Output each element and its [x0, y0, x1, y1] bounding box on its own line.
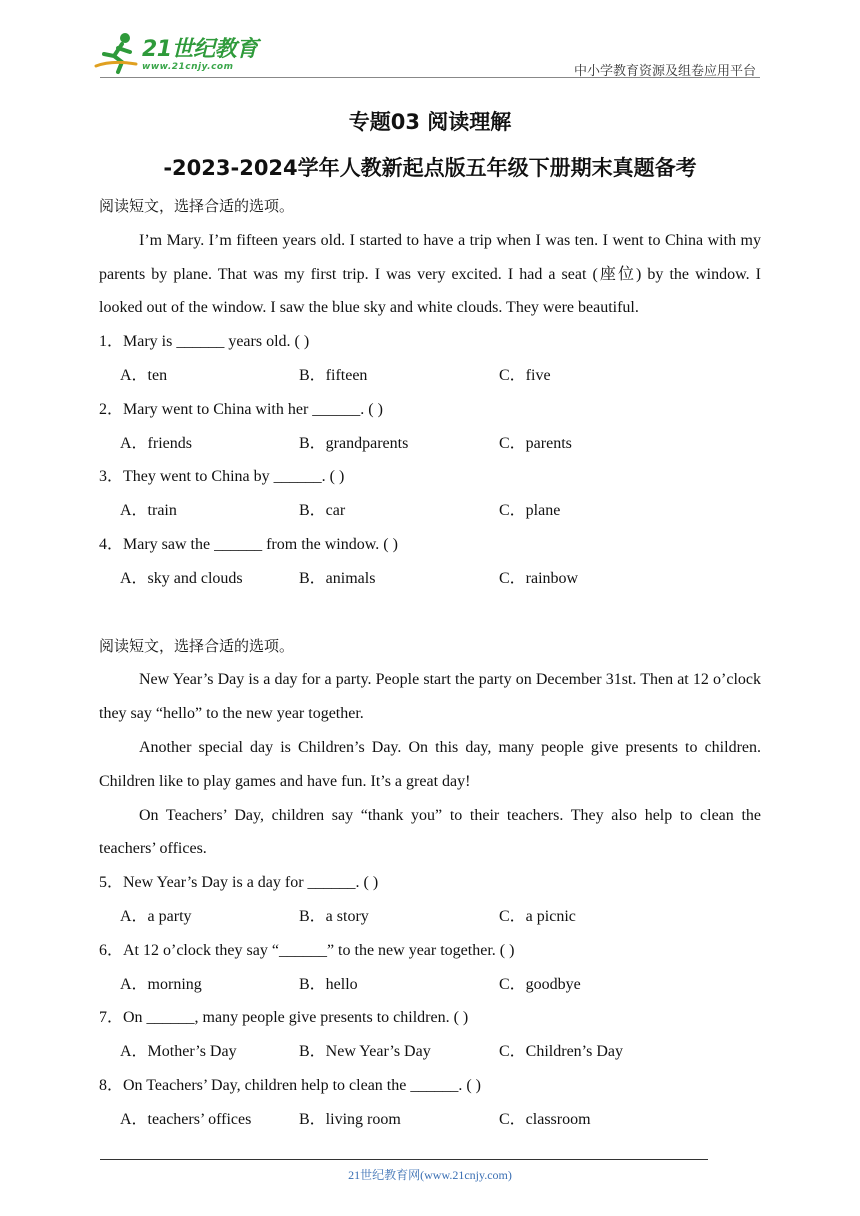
option-a[interactable]: A．friends [120, 434, 192, 452]
section2-paragraph-1: New Year’s Day is a day for a party. People start the party on December 31st. Then at 12 o’clock they say “hello” to the new year together. [99, 671, 761, 723]
option-a[interactable]: A．Mother’s Day [120, 1043, 237, 1061]
option-b[interactable]: B．animals [299, 569, 376, 587]
question-4: 4．Mary saw the ______ from the window. ( ) [99, 535, 398, 553]
option-b[interactable]: B．fifteen [299, 366, 368, 384]
document-title: 专题03 阅读理解 [348, 110, 512, 134]
option-b[interactable]: B．a story [299, 907, 369, 925]
question-7: 7．On ______, many people give presents to children. ( ) [99, 1009, 469, 1027]
option-c[interactable]: C．parents [499, 434, 572, 452]
section2-paragraph-2: Another special day is Children’s Day. On this day, many people give presents to children. Children like to play games and have fun. It’s a great day! [99, 738, 761, 790]
question-3: 3．They went to China by ______. ( ) [99, 468, 345, 486]
option-c[interactable]: C．plane [499, 502, 561, 520]
runner-logo-icon [92, 30, 140, 76]
question-1: 1．Mary is ______ years old. ( ) [99, 333, 310, 351]
document-body [99, 190, 761, 1137]
option-a[interactable]: A．teachers’ offices [120, 1110, 252, 1128]
section1-instruction: 阅读短文，选择合适的选项。 [99, 197, 295, 215]
question-5: 5．New Year’s Day is a day for ______. ( ) [99, 874, 379, 892]
option-c[interactable]: C．goodbye [499, 975, 581, 993]
option-c[interactable]: C．Children’s Day [499, 1043, 623, 1061]
option-a[interactable]: A．ten [120, 366, 168, 384]
question-3-options [99, 494, 761, 528]
question-6-options [99, 968, 761, 1002]
question-8-options [99, 1103, 761, 1137]
option-b[interactable]: B．living room [299, 1110, 401, 1128]
option-b[interactable]: B．grandparents [299, 434, 409, 452]
question-6: 6．At 12 o’clock they say “______” to the new year together. ( ) [99, 941, 515, 959]
question-1-options [99, 359, 761, 393]
option-b[interactable]: B．car [299, 502, 346, 520]
section-spacer [99, 596, 761, 630]
header-slogan: 中小学教育资源及组卷应用平台 [573, 64, 756, 79]
option-a[interactable]: A．train [120, 502, 177, 520]
question-2: 2．Mary went to China with her ______. ( ) [99, 400, 383, 418]
option-b[interactable]: B．New Year’s Day [299, 1043, 431, 1061]
logo-text: 21世纪教育 [142, 37, 258, 62]
section2-paragraph-3: On Teachers’ Day, children say “thank you” to their teachers. They also help to clean the teachers’ offices. [99, 806, 761, 858]
option-a[interactable]: A．sky and clouds [120, 569, 243, 587]
footer-divider [100, 1159, 708, 1160]
site-logo[interactable] [92, 30, 262, 78]
section1-passage: I’m Mary. I’m fifteen years old. I started to have a trip when I was ten. I went to China with my parents by plane. That was my first trip. I was very excited. I had a seat (座位) by the window. I looked out of the window. I saw the blue sky and white clouds. They were beautiful. [99, 231, 761, 317]
option-a[interactable]: A．morning [120, 975, 202, 993]
option-c[interactable]: C．five [499, 366, 551, 384]
logo-url: www.21cnjy.com [142, 62, 234, 72]
section2-instruction: 阅读短文，选择合适的选项。 [99, 636, 295, 655]
question-7-options [99, 1035, 761, 1069]
document-subtitle: -2023-2024学年人教新起点版五年级下册期末真题备考 [163, 156, 697, 180]
page-header [0, 0, 860, 80]
option-c[interactable]: C．a picnic [499, 907, 576, 925]
footer-link[interactable]: 21世纪教育网(www.21cnjy.com) [348, 1168, 512, 1182]
option-b[interactable]: B．hello [299, 975, 358, 993]
question-8: 8．On Teachers’ Day, children help to clean the ______. ( ) [99, 1076, 482, 1094]
option-a[interactable]: A．a party [120, 907, 192, 925]
question-4-options [99, 562, 761, 596]
question-2-options [99, 427, 761, 461]
header-divider [100, 77, 760, 78]
option-c[interactable]: C．rainbow [499, 569, 579, 587]
question-5-options [99, 900, 761, 934]
option-c[interactable]: C．classroom [499, 1110, 591, 1128]
